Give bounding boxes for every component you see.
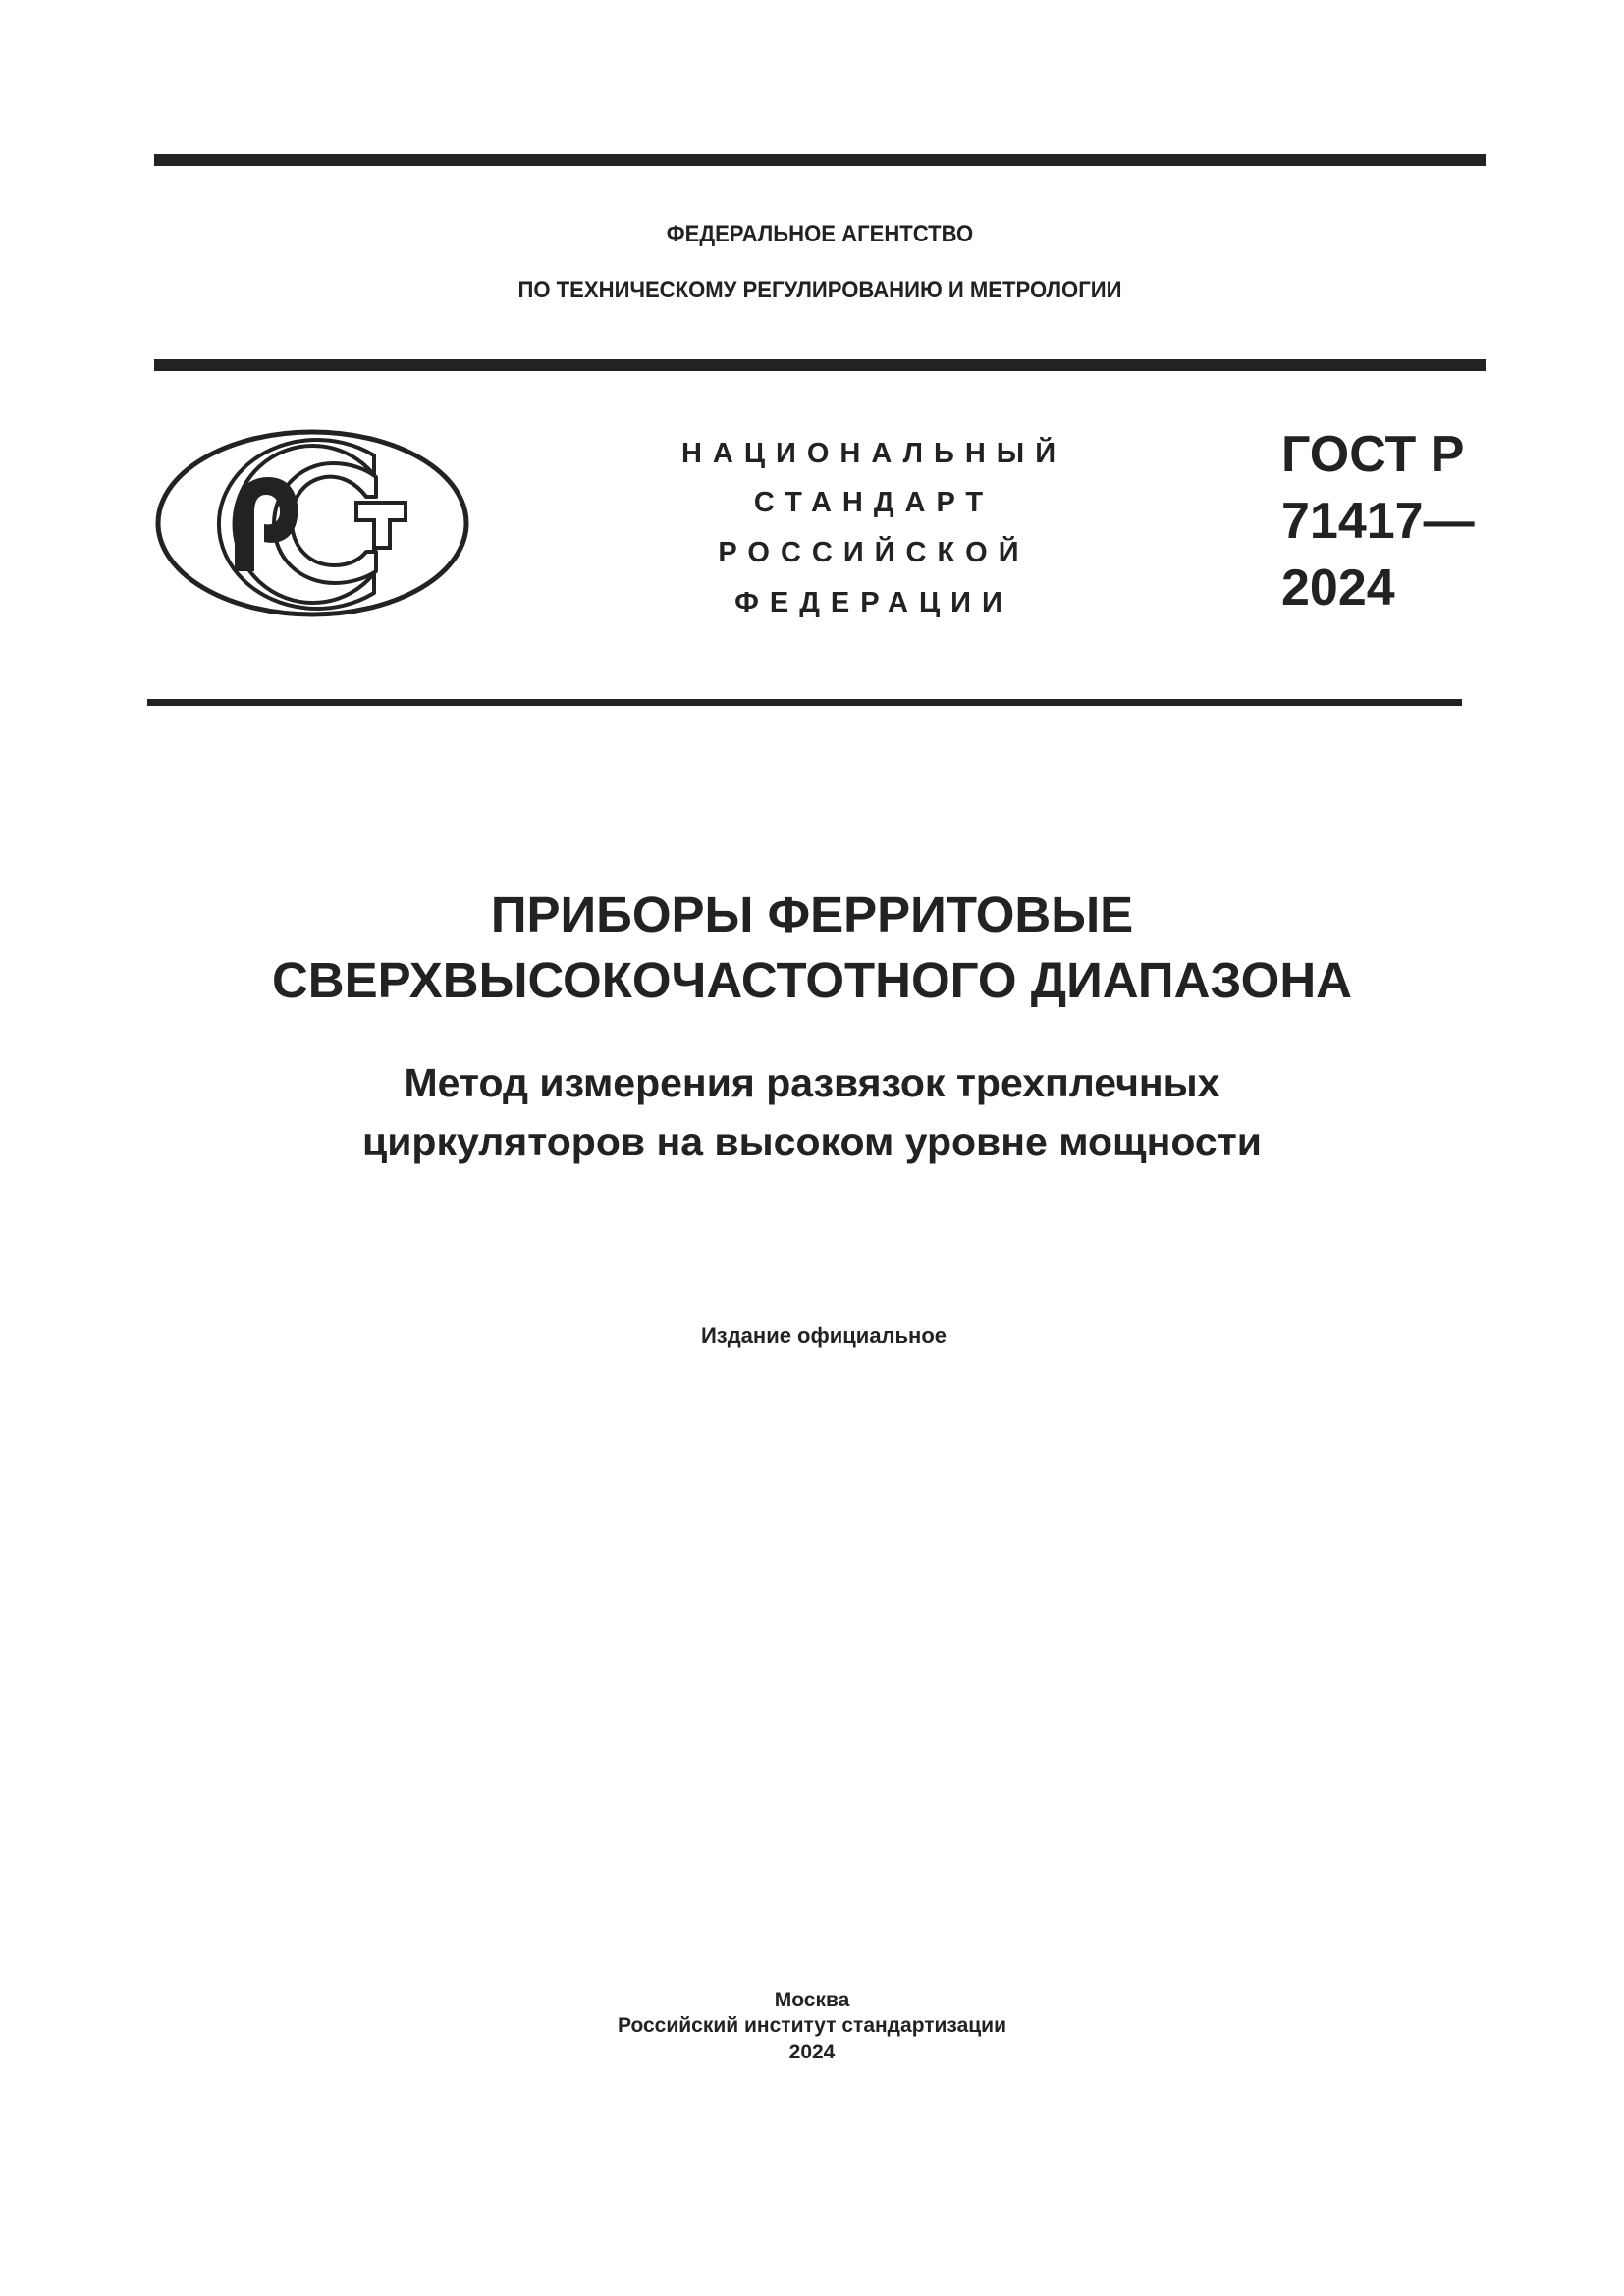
middle-rule xyxy=(154,359,1486,371)
rst-logo-icon xyxy=(152,426,472,620)
national-standard-line-2: СТАНДАРТ xyxy=(753,487,995,518)
imprint-publisher: Российский институт стандартизации xyxy=(617,2014,1007,2037)
edition-label: Издание официальное xyxy=(700,1323,947,1348)
document-title-line-2: СВЕРХВЫСОКОЧАСТОТНОГО ДИАПАЗОНА xyxy=(271,952,1353,1008)
agency-name-line-2: ПО ТЕХНИЧЕСКОМУ РЕГУЛИРОВАНИЮ И МЕТРОЛОГИИ xyxy=(517,277,1122,303)
document-title-line-1: ПРИБОРЫ ФЕРРИТОВЫЕ xyxy=(490,886,1134,942)
document-subtitle-line-1: Метод измерения развязок трехплечных xyxy=(404,1060,1220,1105)
standard-designation-year: 2024 xyxy=(1281,560,1395,616)
standard-designation-prefix: ГОСТ Р xyxy=(1281,426,1465,483)
top-rule xyxy=(154,154,1486,166)
standard-designation-number: 71417— xyxy=(1281,493,1475,550)
imprint-year: 2024 xyxy=(788,2041,836,2063)
national-standard-line-3: РОССИЙСКОЙ xyxy=(718,537,1030,568)
document-subtitle-line-2: циркуляторов на высоком уровне мощности xyxy=(362,1119,1262,1164)
agency-name-line-1: ФЕДЕРАЛЬНОЕ АГЕНТСТВО xyxy=(666,221,974,247)
lower-rule xyxy=(147,699,1462,706)
national-standard-line-1: НАЦИОНАЛЬНЫЙ xyxy=(680,438,1067,469)
imprint-city: Москва xyxy=(774,1989,850,2011)
national-standard-line-4: ФЕДЕРАЦИИ xyxy=(734,587,1013,618)
